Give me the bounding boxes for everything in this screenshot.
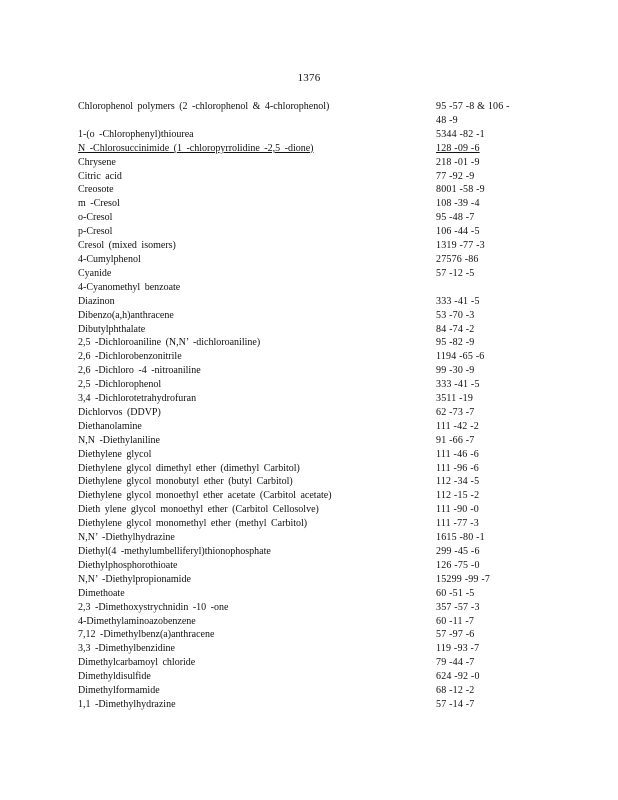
chemical-name: Creosote: [78, 184, 114, 196]
cas-number: 79 -44 -7: [436, 657, 475, 669]
chemical-name: 3,3 -Dimethylbenzidine: [78, 643, 175, 655]
table-row: [78, 434, 518, 448]
cas-number: 112 -34 -5: [436, 476, 480, 488]
table-row: [78, 406, 518, 420]
chemical-name: Citric acid: [78, 170, 122, 182]
chemical-name: N,N’ -Diethylhydrazine: [78, 532, 175, 544]
chemical-name: Dimethoate: [78, 587, 125, 599]
chemical-name: Diethylene glycol monoethyl ether acetate (Carbitol acetate): [78, 490, 332, 502]
table-row: [78, 142, 518, 156]
table-row: [78, 392, 518, 406]
chemical-name: Chrysene: [78, 156, 116, 168]
chemical-name: Dibutylphthalate: [78, 323, 146, 335]
cas-number: 53 -70 -3: [436, 309, 475, 321]
chemical-name: 1,1 -Dimethylhydrazine: [78, 698, 176, 710]
table-row: [78, 642, 518, 656]
chemical-name: Diethanolamine: [78, 420, 142, 432]
chemical-name: p-Cresol: [78, 226, 113, 238]
table-row: [78, 170, 518, 184]
table-row: [78, 378, 518, 392]
table-row: [78, 698, 518, 712]
cas-number: 8001 -58 -9: [436, 184, 485, 196]
table-row: [78, 489, 518, 503]
cas-number: 299 -45 -6: [436, 546, 480, 557]
table-row: [78, 531, 518, 545]
cas-number: 95 -82 -9: [436, 337, 475, 349]
table-row: [78, 197, 518, 211]
table-row: [78, 295, 518, 309]
cas-number: 99 -30 -9: [436, 365, 475, 377]
chemical-name: Diethyl(4 -methylumbelliferyl)thionophosphate: [78, 546, 271, 557]
table-row: [78, 573, 518, 587]
cas-number: 84 -74 -2: [436, 323, 475, 335]
cas-number: 95 -57 -8 & 106 - 48 -9: [436, 101, 510, 126]
chemical-name: Diethylene glycol: [78, 448, 152, 460]
table-row: [78, 281, 518, 295]
chemical-name: 2,3 -Dimethoxystrychnidin -10 -one: [78, 601, 229, 613]
cas-number: 95 -48 -7: [436, 212, 475, 224]
cas-number: 128 -09 -6: [436, 142, 480, 154]
cas-number: 333 -41 -5: [436, 379, 480, 391]
cas-number: 57 -97 -6: [436, 629, 475, 641]
chemical-name: N,N -Diethylaniline: [78, 434, 160, 446]
cas-number: 111 -90 -0: [436, 504, 479, 516]
cas-number: 62 -73 -7: [436, 406, 475, 418]
cas-number: 1194 -65 -6: [436, 351, 485, 363]
chemical-name: 2,5 -Dichlorophenol: [78, 379, 162, 391]
table-row: [78, 267, 518, 281]
chemical-name: Cyanide: [78, 267, 112, 279]
chemical-name: o-Cresol: [78, 212, 113, 224]
table-row: [78, 475, 518, 489]
chemical-name: 2,6 -Dichloro -4 -nitroaniline: [78, 365, 201, 377]
chemical-name: Diazinon: [78, 295, 115, 307]
table-row: [78, 225, 518, 239]
page-number: 1376: [297, 72, 321, 84]
table-row: [78, 309, 518, 323]
cas-number: 119 -93 -7: [436, 643, 480, 655]
table-row: [78, 545, 518, 559]
chemical-name: Diethylene glycol dimethyl ether (dimethyl Carbitol): [78, 462, 300, 474]
table-row: [78, 517, 518, 531]
chemical-name: Dichlorvos (DDVP): [78, 406, 161, 418]
cas-number: 60 -11 -7: [436, 615, 475, 627]
chemical-name: 2,5 -Dichloroaniline (N,N’ -dichloroaniline): [78, 337, 261, 349]
table-row: [78, 364, 518, 378]
table-row: [78, 183, 518, 197]
cas-number: 3511 -19: [436, 393, 474, 405]
table-row: [78, 670, 518, 684]
chemical-name: Diethylene glycol monomethyl ether (methyl Carbitol): [78, 518, 308, 530]
chemical-name: Diethylene glycol monobutyl ether (butyl Carbitol): [78, 476, 293, 488]
cas-number: 357 -57 -3: [436, 601, 480, 613]
table-row: [78, 448, 518, 462]
table-row: [78, 323, 518, 337]
chemical-name: 4-Cyanomethyl benzoate: [78, 281, 181, 293]
cas-number: 1319 -77 -3: [436, 240, 485, 252]
cas-number: 15299 -99 -7: [436, 573, 491, 585]
chemical-name: m -Cresol: [78, 198, 120, 210]
chemical-name: Diethylphosphorothioate: [78, 559, 178, 571]
chemical-name: Dimethylcarbamoyl chloride: [78, 657, 196, 669]
table-row: [78, 100, 518, 128]
cas-number: 68 -12 -2: [436, 685, 475, 697]
cas-number: 111 -46 -6: [436, 448, 479, 460]
cas-number: 111 -77 -3: [436, 518, 479, 530]
table-row: [78, 656, 518, 670]
cas-number: 333 -41 -5: [436, 295, 480, 307]
table-row: [78, 211, 518, 225]
cas-number: 5344 -82 -1: [436, 128, 485, 140]
cas-number: 60 -51 -5: [436, 587, 475, 599]
cas-number: 57 -12 -5: [436, 267, 475, 279]
cas-number: 624 -92 -0: [436, 671, 480, 683]
chemical-name: N -Chlorosuccinimide (1 -chloropyrrolidine -2,5 -dione): [78, 142, 314, 154]
table-row: [78, 239, 518, 253]
cas-number: 57 -14 -7: [436, 698, 475, 710]
chemical-name: Dieth ylene glycol monoethyl ether (Carbitol Cellosolve): [78, 504, 319, 516]
cas-number: 91 -66 -7: [436, 434, 475, 446]
table-row: [78, 420, 518, 434]
cas-number: 106 -44 -5: [436, 226, 480, 238]
table-row: [78, 503, 518, 517]
cas-number: 111 -42 -2: [436, 420, 479, 432]
table-row: [78, 684, 518, 698]
chemical-name: Dibenzo(a,h)anthracene: [78, 309, 174, 321]
table-row: [78, 628, 518, 642]
cas-number: 111 -96 -6: [436, 462, 479, 474]
chemical-name: Dimethylformamide: [78, 685, 160, 697]
cas-number: 27576 -86: [436, 253, 479, 265]
chemical-name: Chlorophenol polymers (2 -chlorophenol & 4-chlorophenol): [78, 101, 330, 112]
table-row: [78, 601, 518, 615]
chemical-name: 4-Cumylphenol: [78, 253, 141, 265]
cas-number: 77 -92 -9: [436, 170, 475, 182]
table-row: [78, 156, 518, 170]
chemical-name: 7,12 -Dimethylbenz(a)anthracene: [78, 629, 215, 641]
cas-number: 112 -15 -2: [436, 490, 480, 502]
chemical-name: Dimethyldisulfide: [78, 671, 151, 683]
chemical-name: 4-Dimethylaminoazobenzene: [78, 615, 196, 627]
cas-number: 126 -75 -0: [436, 559, 480, 571]
table-row: [78, 615, 518, 629]
table-row: [78, 559, 518, 573]
chemical-name: N,N’ -Diethylpropionamide: [78, 573, 191, 585]
cas-number: 108 -39 -4: [436, 198, 480, 210]
chemical-name: 3,4 -Dichlorotetrahydrofuran: [78, 393, 197, 405]
chemical-name: 1-(o -Chlorophenyl)thiourea: [78, 128, 194, 140]
chemical-name: 2,6 -Dichlorobenzonitrile: [78, 351, 182, 363]
table-row: [78, 253, 518, 267]
cas-number: 218 -01 -9: [436, 156, 480, 168]
table-row: [78, 462, 518, 476]
table-row: [78, 350, 518, 364]
chemical-table: [78, 100, 518, 712]
table-row: [78, 336, 518, 350]
table-row: [78, 587, 518, 601]
chemical-name: Cresol (mixed isomers): [78, 240, 176, 252]
table-row: [78, 128, 518, 142]
cas-number: 1615 -80 -1: [436, 532, 485, 544]
